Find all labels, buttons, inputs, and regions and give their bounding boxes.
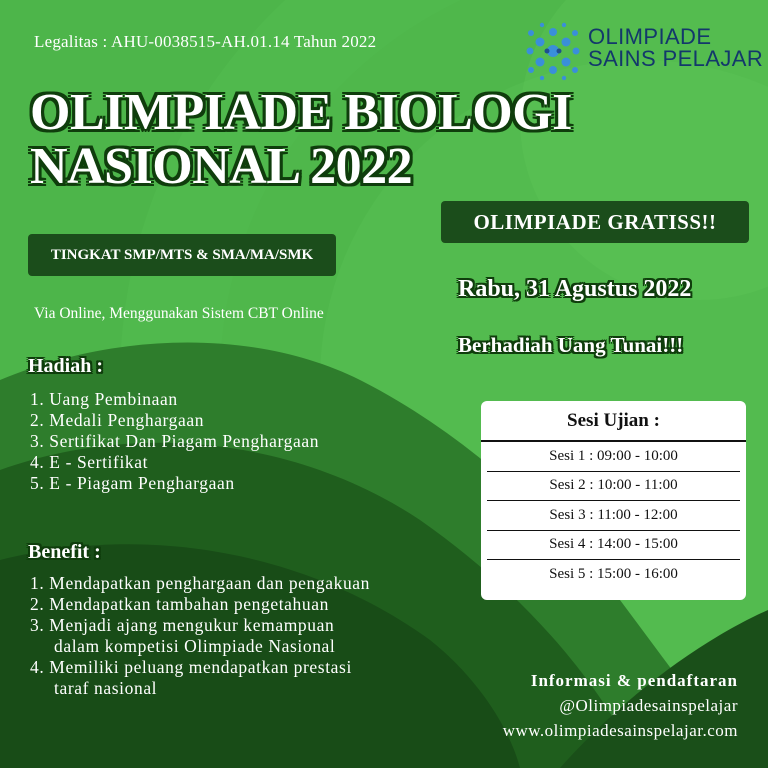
list-item: 2. Mendapatkan tambahan pengetahuan (30, 594, 329, 614)
brand-logo (522, 20, 764, 80)
level-badge: TINGKAT SMP/MTS & SMA/MA/SMK (28, 234, 336, 276)
event-date: Rabu, 31 Agustus 2022 (458, 276, 692, 302)
molecule-dots-icon (522, 20, 584, 82)
list-item: 2. Medali Penghargaan (30, 410, 205, 430)
cash-prize-text: Berhadiah Uang Tunai!!! (458, 333, 684, 357)
session-row: Sesi 4 : 14:00 - 15:00 (487, 531, 740, 561)
title-line-2: NASIONAL 2022 (30, 138, 413, 195)
logo-line-2: SAINS PELAJAR (588, 46, 764, 71)
session-schedule-title: Sesi Ujian : (481, 401, 746, 442)
prizes-list (30, 389, 319, 494)
method-text: Via Online, Menggunakan Sistem CBT Online (34, 305, 324, 322)
contact-heading: Informasi & pendaftaran (530, 671, 738, 690)
list-item: 1. Uang Pembinaan (30, 389, 178, 409)
session-row: Sesi 2 : 10:00 - 11:00 (487, 472, 740, 502)
list-item: 3. Sertifikat Dan Piagam Penghargaan (30, 431, 320, 451)
free-olympiad-badge: OLIMPIADE GRATISS!! (441, 201, 749, 243)
list-item: 3. Menjadi ajang mengukur kemampuan (30, 615, 335, 635)
list-item: 4. E - Sertifikat (30, 452, 149, 472)
list-item: 4. Memiliki peluang mendapatkan prestasi (30, 657, 352, 677)
list-item: taraf nasional (54, 678, 158, 698)
logo-line-1: OLIMPIADE (588, 24, 712, 49)
main-title (30, 86, 572, 194)
session-row: Sesi 1 : 09:00 - 10:00 (487, 442, 740, 472)
prizes-heading: Hadiah : (28, 355, 104, 377)
benefits-heading: Benefit : (28, 541, 101, 563)
session-schedule-card (481, 401, 746, 600)
list-item: 5. E - Piagam Penghargaan (30, 473, 235, 493)
session-row: Sesi 3 : 11:00 - 12:00 (487, 501, 740, 531)
website-url: www.olimpiadesainspelajar.com (502, 721, 738, 740)
session-row: Sesi 5 : 15:00 - 16:00 (549, 566, 678, 583)
instagram-handle: @Olimpiadesainspelajar (559, 696, 738, 715)
contact-info (503, 668, 738, 743)
benefits-list (30, 573, 370, 699)
title-line-1: OLIMPIADE BIOLOGI (30, 84, 572, 141)
list-item: 1. Mendapatkan penghargaan dan pengakuan (30, 573, 371, 593)
legality-text: Legalitas : AHU-0038515-AH.01.14 Tahun 2022 (34, 32, 377, 51)
list-item: dalam kompetisi Olimpiade Nasional (54, 636, 336, 656)
